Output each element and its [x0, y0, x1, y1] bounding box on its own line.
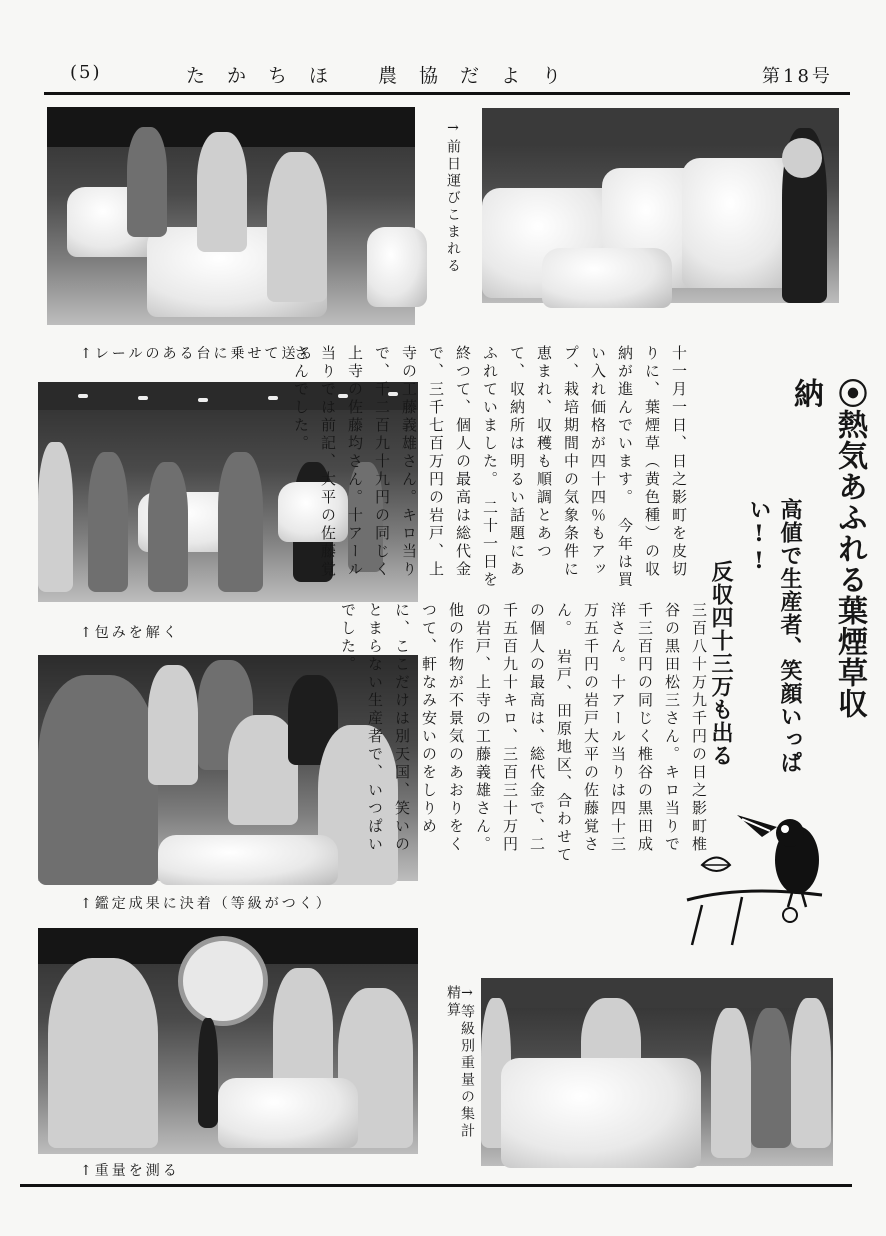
- crow-illustration: [682, 805, 832, 950]
- article-lower-text: 三百八十万九千円の日之影町椎谷の黒田松三さん。キロ当りで千三百円の同じく椎谷の黒田成洋さん。十アール当りは四十三万五千円の岩戸大平の佐藤覚さん。 岩戸、田原地区、合わせての個人の最高は、総代金で、二千五百九十キロ、三百三十万円の岩戸、上寺の工藤義雄さん。 他の作物が不景気のあおりをくつて、軒なみ安いのをしりめに、ここだけは別天国、笑いのとまらない生産者で、いつぱいでした。: [339, 602, 708, 865]
- footer-rule: [20, 1184, 852, 1187]
- headline-sub2: 反収四十三万も出る: [708, 560, 734, 767]
- article-upper-text: 十一月一日、日之影町を皮切りに、葉煙草（黄色種）の収納が進んでいます。 今年は買い入れ価格が四十四％もアップ、栽培期間中の気象条件に恵まれ、収穫も順調とあつて、収納所は明るい話題にあふれていました。 二十一日を終つて、個人の最高は総代金で、三千七百万円の岩戸、上寺の工藤義雄さん。キロ当りで、千二百九十九円の同じく上寺の佐藤均さん。十アール当りでは前記、大平の佐藤覚さんでした。: [292, 345, 688, 590]
- photo-tally: [481, 978, 833, 1166]
- caption-photo4: ↑重量を測る: [80, 1163, 180, 1179]
- caption-photo5: →前日運びこまれる: [445, 120, 461, 275]
- caption-photo6: →等級別重量の集計精算: [445, 985, 475, 1140]
- caption-photo3: ↑鑑定成果に決着（等級がつく）: [80, 896, 333, 912]
- issue-number: 第18号: [762, 66, 833, 87]
- photo-rail-loading: [47, 107, 415, 325]
- newsletter-title: たかちほ 農協だより: [186, 65, 584, 87]
- caption-photo1: ↑レールのある台に乗せて送る: [80, 346, 316, 362]
- headline-main: ⦿熱気あふれる葉煙草収納: [788, 378, 867, 719]
- headline-sub1: 高値で生産者、笑顔いっぱい!!: [746, 498, 803, 774]
- photo-weighing: [38, 928, 418, 1154]
- header-rule: [44, 92, 850, 95]
- photo-bales-delivered: [482, 108, 839, 303]
- page-number: (5): [70, 62, 102, 83]
- caption-photo2: ↑包みを解く: [80, 625, 180, 641]
